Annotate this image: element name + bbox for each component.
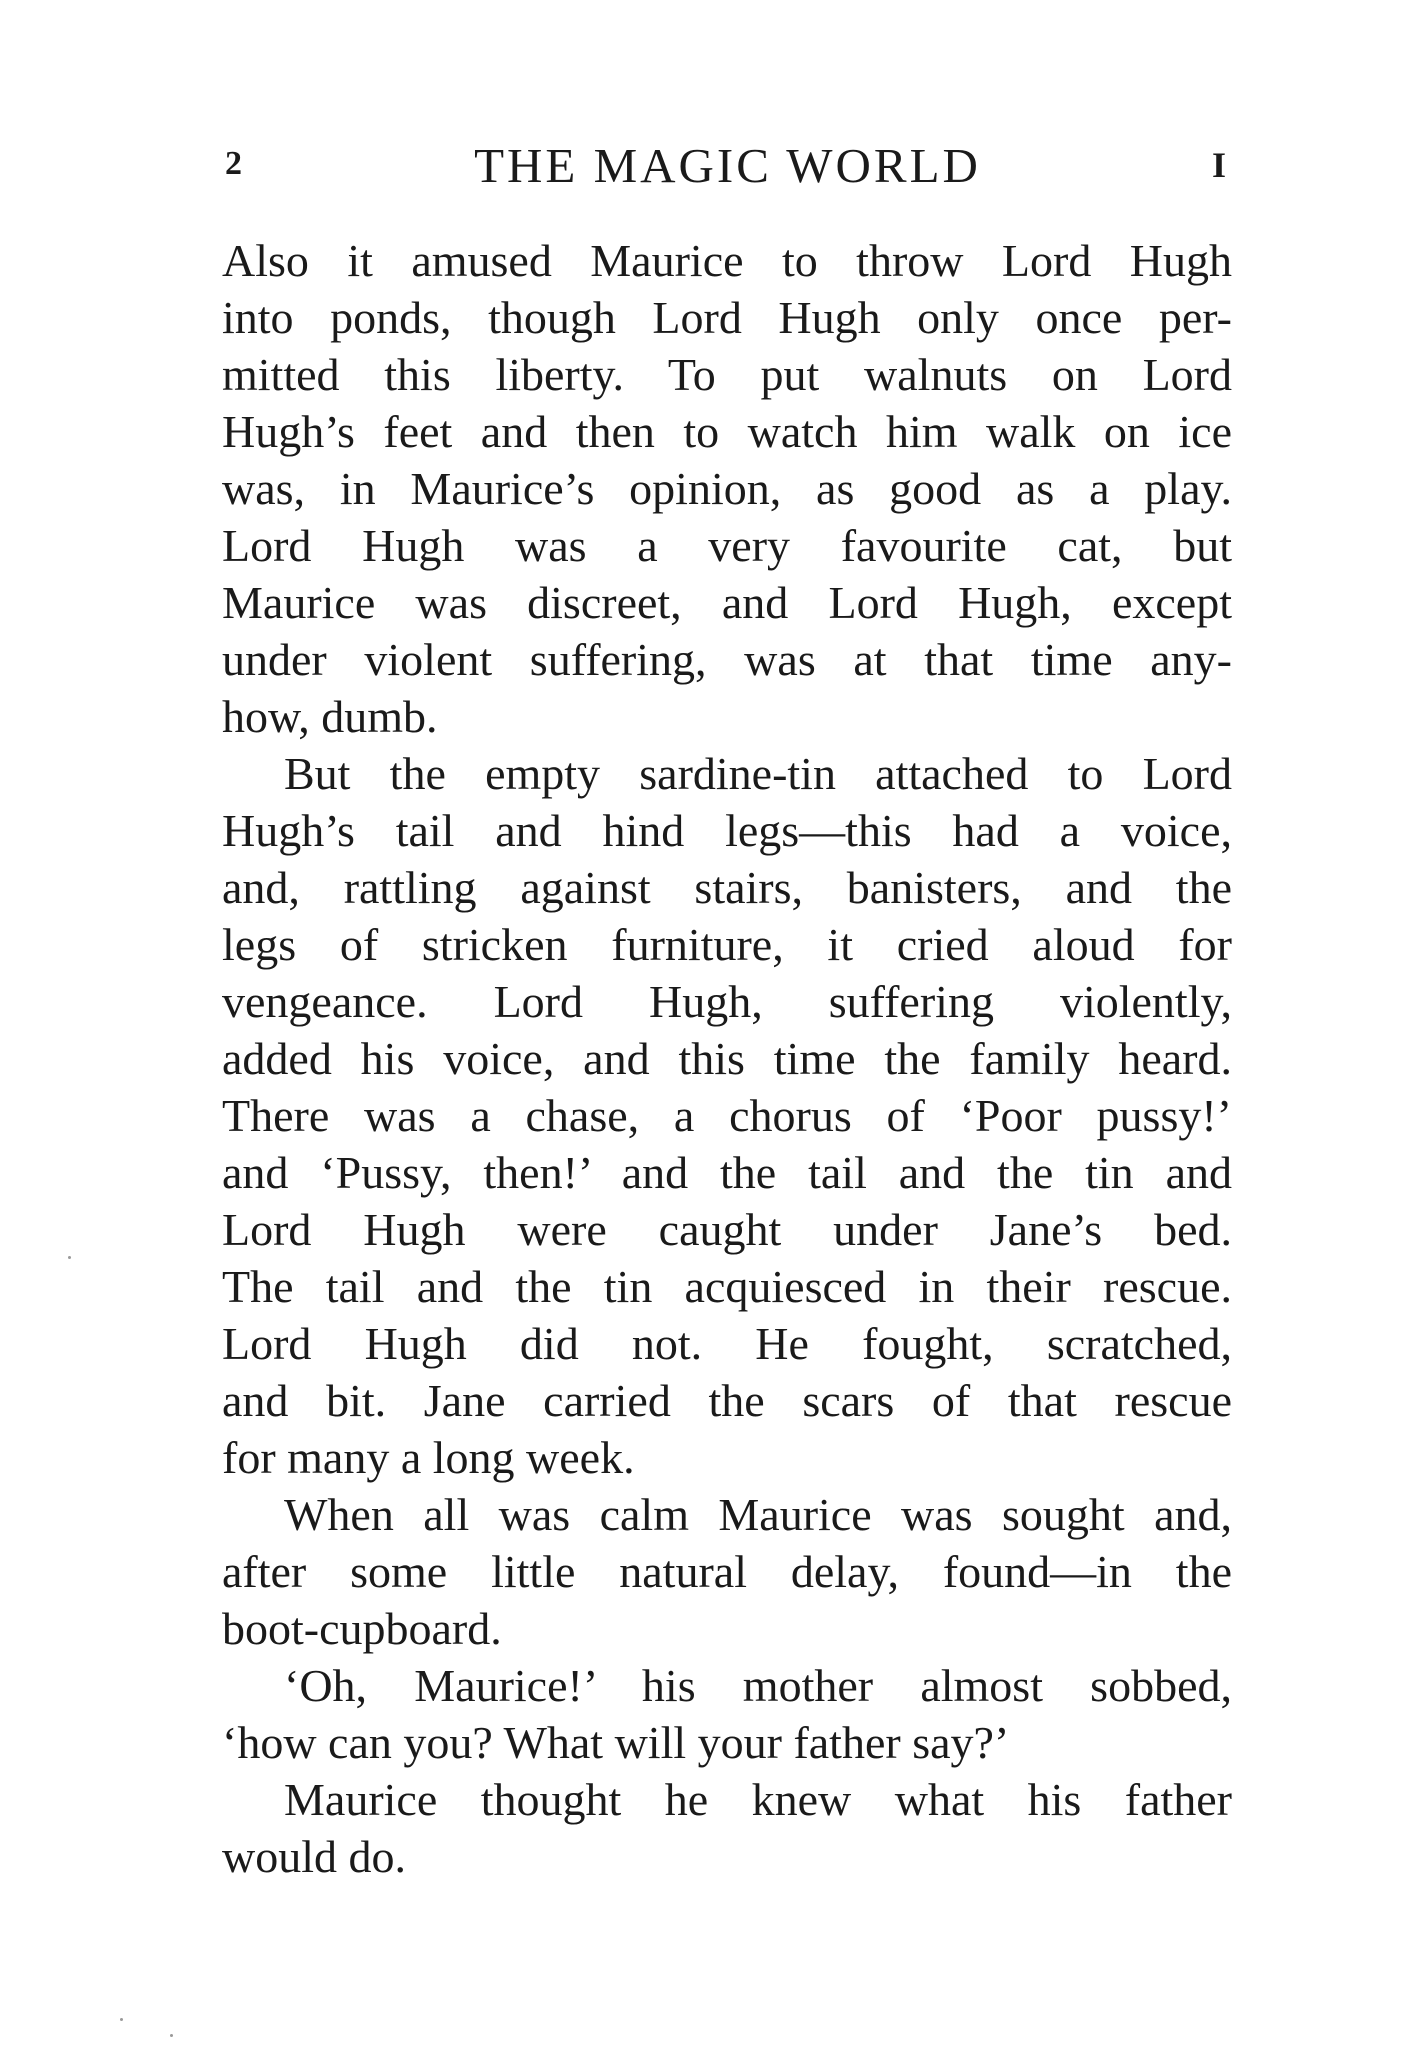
running-title: THE MAGIC WORLD [474, 138, 981, 193]
text-line: Lord Hugh was a very favourite cat, but [222, 520, 1232, 571]
text-line: Maurice thought he knew what his father [284, 1774, 1232, 1825]
text-line: The tail and the tin acquiesced in their rescue. [222, 1261, 1232, 1312]
text-line: and bit. Jane carried the scars of that rescue [222, 1375, 1232, 1426]
text-line: and, rattling against stairs, banisters, and the [222, 862, 1232, 913]
paragraph [222, 1486, 1232, 1657]
paragraph [222, 1771, 1232, 1885]
paper-speck [68, 1256, 71, 1259]
text-line: ‘Oh, Maurice!’ his mother almost sobbed, [284, 1660, 1232, 1711]
body-text [222, 232, 1232, 1885]
text-line: would do. [222, 1831, 406, 1882]
text-line: ‘how can you? What will your father say?’ [222, 1717, 1010, 1768]
text-line: was, in Maurice’s opinion, as good as a play. [222, 463, 1232, 514]
text-line: Hugh’s feet and then to watch him walk on ice [222, 406, 1232, 457]
paper-speck [120, 2018, 123, 2021]
text-line: Hugh’s tail and hind legs—this had a voice, [222, 805, 1232, 856]
paragraph [222, 232, 1232, 745]
chapter-numeral: I [1211, 145, 1226, 185]
text-line: But the empty sardine-tin attached to Lord [284, 748, 1232, 799]
text-line: Lord Hugh did not. He fought, scratched, [222, 1318, 1232, 1369]
text-line: Lord Hugh were caught under Jane’s bed. [222, 1204, 1232, 1255]
text-line: boot-cupboard. [222, 1603, 502, 1654]
text-line: how, dumb. [222, 691, 438, 742]
text-line: after some little natural delay, found—in the [222, 1546, 1232, 1597]
paragraph [222, 745, 1232, 1486]
paper-speck [170, 2034, 173, 2037]
text-line: Also it amused Maurice to throw Lord Hugh [222, 235, 1232, 286]
text-line: for many a long week. [222, 1432, 635, 1483]
text-line: There was a chase, a chorus of ‘Poor pussy!’ [222, 1090, 1232, 1141]
text-line: Maurice was discreet, and Lord Hugh, except [222, 577, 1232, 628]
paragraph [222, 1657, 1232, 1771]
text-line: under violent suffering, was at that time any- [222, 634, 1232, 685]
text-line: mitted this liberty. To put walnuts on Lord [222, 349, 1232, 400]
text-line: and ‘Pussy, then!’ and the tail and the tin and [222, 1147, 1232, 1198]
text-line: added his voice, and this time the family heard. [222, 1033, 1232, 1084]
running-header [225, 138, 1230, 198]
text-line: into ponds, though Lord Hugh only once per- [222, 292, 1232, 343]
text-line: When all was calm Maurice was sought and, [284, 1489, 1232, 1540]
text-line: vengeance. Lord Hugh, suffering violently, [222, 976, 1232, 1027]
page-number: 2 [225, 145, 242, 182]
text-line: legs of stricken furniture, it cried aloud for [222, 919, 1232, 970]
